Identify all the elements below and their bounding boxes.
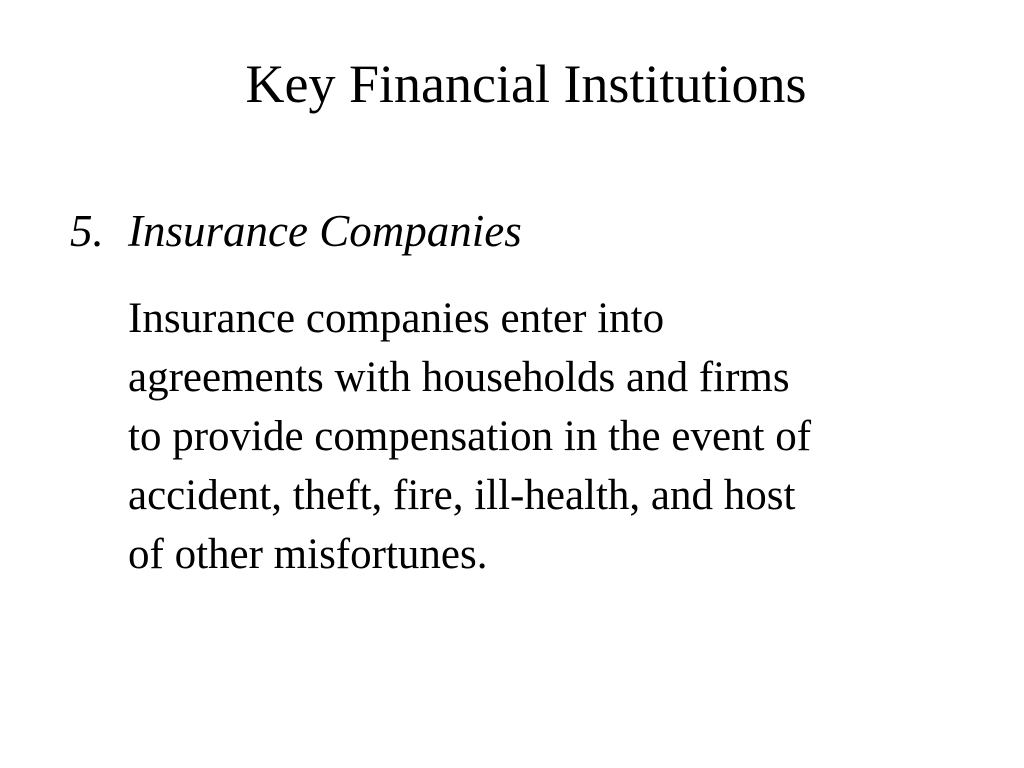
section-title: Insurance Companies (128, 206, 522, 256)
body-line: accident, theft, fire, ill-health, and host (128, 472, 796, 519)
body-line: agreements with households and firms (128, 354, 790, 401)
section-number: 5. (70, 206, 104, 256)
body-line: Insurance companies enter into (128, 295, 665, 342)
slide-title: Key Financial Institutions (245, 54, 807, 114)
body-paragraph (128, 289, 988, 584)
body-line: of other misfortunes. (128, 531, 488, 578)
body-line: to provide compensation in the event of (128, 413, 812, 460)
section-heading (70, 203, 522, 259)
